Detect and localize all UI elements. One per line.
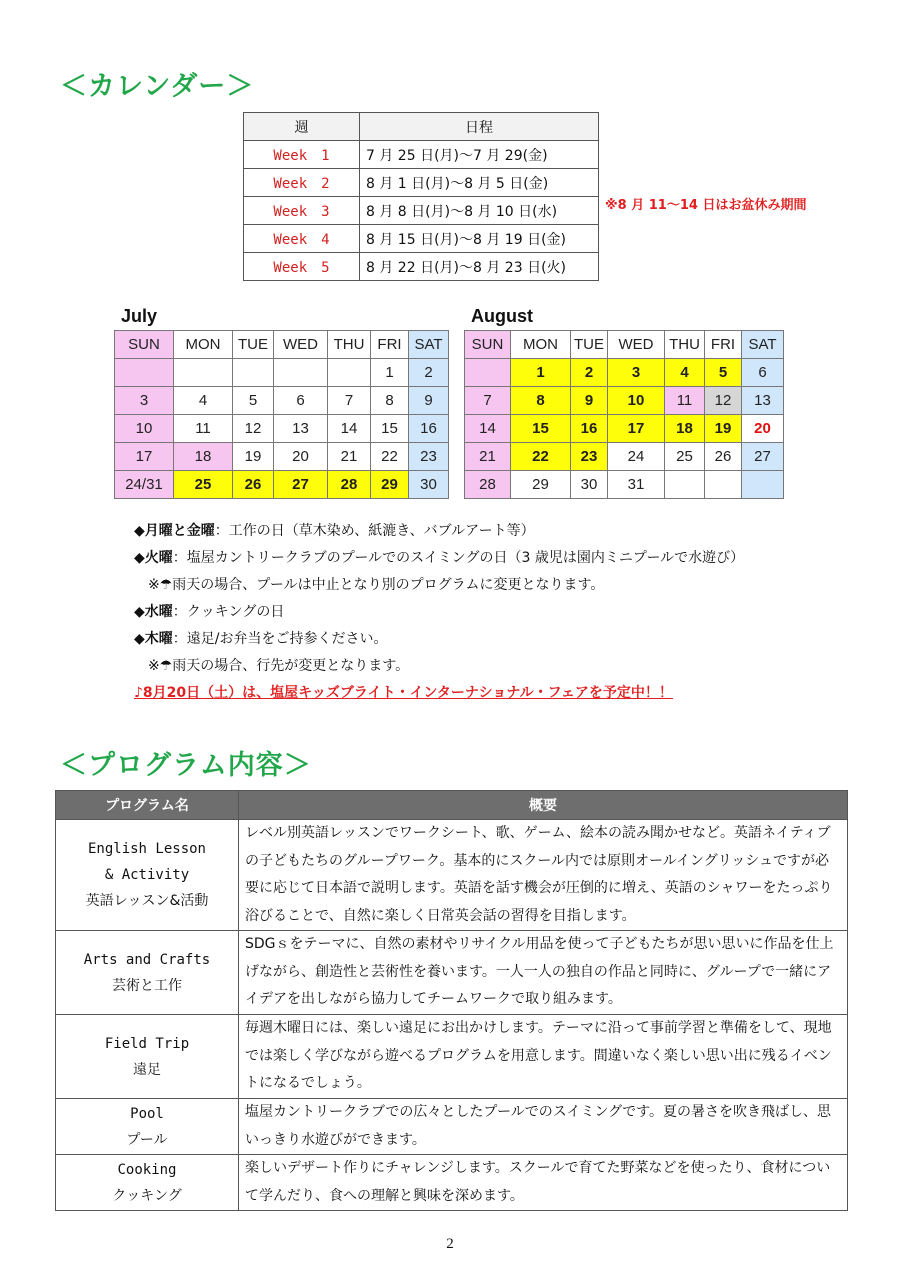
july-calendar xyxy=(114,330,449,499)
weekday-header: TUE xyxy=(571,331,608,359)
calendar-day: 9 xyxy=(409,387,449,415)
calendar-day: 6 xyxy=(274,387,328,415)
calendar-day: 18 xyxy=(665,415,705,443)
calendar-day: 19 xyxy=(233,443,274,471)
calendar-day: 29 xyxy=(511,471,571,499)
august-title: August xyxy=(471,306,533,326)
calendar-day xyxy=(742,471,784,499)
program-header-desc: 概要 xyxy=(239,791,848,820)
program-name: English Lesson & Activity 英語レッスン&活動 xyxy=(56,820,239,931)
program-description: SDGｓをテーマに、自然の素材やリサイクル用品を使って子どもたちが思い思いに作品を仕上げながら、創造性と芸術性を養います。一人一人の独自の作品と同時に、グループで一緒にアイデアを出しながら協力してチームワークで取り組みます。 xyxy=(239,931,848,1015)
weekday-header: MON xyxy=(174,331,233,359)
calendar-day: 12 xyxy=(233,415,274,443)
program-row xyxy=(56,931,848,1015)
schedule-row xyxy=(244,253,599,281)
calendar-day: 26 xyxy=(233,471,274,499)
calendar-day: 13 xyxy=(742,387,784,415)
calendar-day: 29 xyxy=(371,471,409,499)
calendar-day: 20 xyxy=(274,443,328,471)
calendar-day: 12 xyxy=(705,387,742,415)
program-row xyxy=(56,820,848,931)
weekday-header: THU xyxy=(665,331,705,359)
calendar-day: 4 xyxy=(665,359,705,387)
calendar-day: 13 xyxy=(274,415,328,443)
calendar-day: 17 xyxy=(608,415,665,443)
week-label: Week 5 xyxy=(244,253,360,281)
calendar-day: 25 xyxy=(174,471,233,499)
program-row xyxy=(56,1015,848,1099)
weekday-header: WED xyxy=(274,331,328,359)
program-row xyxy=(56,1155,848,1211)
schedule-row xyxy=(244,169,599,197)
weekday-header: MON xyxy=(511,331,571,359)
legend-mon-fri: ◆月曜と金曜：工作の日（草木染め、紙漉き、バブルアート等） xyxy=(134,523,535,539)
schedule-table xyxy=(243,112,599,281)
weekday-header: FRI xyxy=(705,331,742,359)
calendar-day: 27 xyxy=(742,443,784,471)
program-heading: ＜プログラム内容＞ xyxy=(60,750,312,781)
calendar-day: 4 xyxy=(174,387,233,415)
calendar-day xyxy=(174,359,233,387)
legend-thu-note: ※☂雨天の場合、行先が変更となります。 xyxy=(148,658,410,674)
weekday-header: FRI xyxy=(371,331,409,359)
weekday-header: WED xyxy=(608,331,665,359)
schedule-header-week: 週 xyxy=(244,113,360,141)
weekday-header: SUN xyxy=(115,331,174,359)
event-announcement: ♪8月20日（土）は、塩屋キッズブライト・インターナショナル・フェアを予定中！！ xyxy=(134,685,673,701)
calendar-day: 25 xyxy=(665,443,705,471)
calendar-day: 8 xyxy=(511,387,571,415)
week-label: Week 2 xyxy=(244,169,360,197)
calendar-day: 7 xyxy=(465,387,511,415)
program-name: Arts and Crafts 芸術と工作 xyxy=(56,931,239,1015)
calendar-day: 7 xyxy=(328,387,371,415)
calendar-day xyxy=(328,359,371,387)
calendar-heading: ＜カレンダー＞ xyxy=(60,71,255,102)
weekday-header: TUE xyxy=(233,331,274,359)
program-table xyxy=(55,790,848,1211)
program-header-name: プログラム名 xyxy=(56,791,239,820)
calendar-day: 23 xyxy=(571,443,608,471)
calendar-day: 30 xyxy=(409,471,449,499)
calendar-day: 16 xyxy=(409,415,449,443)
calendar-day: 9 xyxy=(571,387,608,415)
calendar-day: 2 xyxy=(409,359,449,387)
calendar-day: 17 xyxy=(115,443,174,471)
calendar-day: 8 xyxy=(371,387,409,415)
calendar-day: 27 xyxy=(274,471,328,499)
calendar-day: 20 xyxy=(742,415,784,443)
weekday-header: SUN xyxy=(465,331,511,359)
calendar-day xyxy=(705,471,742,499)
calendar-day: 10 xyxy=(608,387,665,415)
program-name: Cooking クッキング xyxy=(56,1155,239,1211)
calendar-day: 11 xyxy=(174,415,233,443)
week-label: Week 3 xyxy=(244,197,360,225)
calendar-day xyxy=(665,471,705,499)
calendar-day: 2 xyxy=(571,359,608,387)
program-name: Pool プール xyxy=(56,1099,239,1155)
program-description: 毎週木曜日には、楽しい遠足にお出かけします。テーマに沿って事前学習と準備をして、現地では楽しく学びながら遊べるプログラムを用意します。間違いなく楽しい思い出に残るイベントになるでしょう。 xyxy=(239,1015,848,1099)
week-label: Week 1 xyxy=(244,141,360,169)
program-description: 塩屋カントリークラブでの広々としたプールでのスイミングです。夏の暑さを吹き飛ばし、思いっきり水遊びができます。 xyxy=(239,1099,848,1155)
calendar-day: 6 xyxy=(742,359,784,387)
calendar-day: 14 xyxy=(465,415,511,443)
program-row xyxy=(56,1099,848,1155)
calendar-day: 21 xyxy=(465,443,511,471)
holiday-note: ※8 月 11～14 日はお盆休み期間 xyxy=(605,198,807,213)
schedule-row xyxy=(244,225,599,253)
calendar-day: 3 xyxy=(608,359,665,387)
weekday-header: SAT xyxy=(742,331,784,359)
calendar-day: 23 xyxy=(409,443,449,471)
calendar-day: 26 xyxy=(705,443,742,471)
calendar-day: 24 xyxy=(608,443,665,471)
calendar-day: 10 xyxy=(115,415,174,443)
schedule-row xyxy=(244,197,599,225)
page-number: 2 xyxy=(446,1236,454,1252)
legend-thu: ◆木曜：遠足/お弁当をご持参ください。 xyxy=(134,631,388,647)
calendar-day: 28 xyxy=(328,471,371,499)
calendar-day: 1 xyxy=(511,359,571,387)
calendar-day: 31 xyxy=(608,471,665,499)
weekday-header: THU xyxy=(328,331,371,359)
program-name: Field Trip 遠足 xyxy=(56,1015,239,1099)
august-calendar xyxy=(464,330,784,499)
calendar-day: 22 xyxy=(511,443,571,471)
week-dates: 8 月 22 日(月)～8 月 23 日(火) xyxy=(360,253,599,281)
weekday-header: SAT xyxy=(409,331,449,359)
calendar-day: 11 xyxy=(665,387,705,415)
calendar-day xyxy=(115,359,174,387)
week-dates: 8 月 8 日(月)～8 月 10 日(水) xyxy=(360,197,599,225)
week-dates: 8 月 1 日(月)～8 月 5 日(金) xyxy=(360,169,599,197)
calendar-day: 19 xyxy=(705,415,742,443)
calendar-day: 14 xyxy=(328,415,371,443)
calendar-day xyxy=(233,359,274,387)
calendar-day: 5 xyxy=(233,387,274,415)
program-description: 楽しいデザート作りにチャレンジします。スクールで育てた野菜などを使ったり、食材について学んだり、食への理解と興味を深めます。 xyxy=(239,1155,848,1211)
legend-tue-note: ※☂雨天の場合、プールは中止となり別のプログラムに変更となります。 xyxy=(148,577,605,593)
calendar-day: 22 xyxy=(371,443,409,471)
calendar-day: 28 xyxy=(465,471,511,499)
legend-wed: ◆水曜：クッキングの日 xyxy=(134,604,285,620)
calendar-day: 18 xyxy=(174,443,233,471)
calendar-day: 15 xyxy=(371,415,409,443)
week-label: Week 4 xyxy=(244,225,360,253)
calendar-day: 15 xyxy=(511,415,571,443)
program-description: レベル別英語レッスンでワークシート、歌、ゲーム、絵本の読み聞かせなど。英語ネイティブの子どもたちのグループワーク。基本的にスクール内では原則オールイングリッシュですが必要に応じて日本語で説明します。英語を話す機会が圧倒的に増え、英語のシャワーをたっぷり浴びることで、自然に楽しく日常英会話の習得を目指します。 xyxy=(239,820,848,931)
calendar-day xyxy=(465,359,511,387)
calendar-day: 3 xyxy=(115,387,174,415)
calendar-day: 24/31 xyxy=(115,471,174,499)
calendar-day: 21 xyxy=(328,443,371,471)
calendar-day: 1 xyxy=(371,359,409,387)
legend-tue: ◆火曜：塩屋カントリークラブのプールでのスイミングの日（3 歳児は園内ミニプールで水遊び） xyxy=(134,550,745,566)
calendar-day: 30 xyxy=(571,471,608,499)
schedule-header-dates: 日程 xyxy=(360,113,599,141)
legend xyxy=(134,518,744,707)
july-title: July xyxy=(121,306,158,326)
calendar-day: 5 xyxy=(705,359,742,387)
schedule-row xyxy=(244,141,599,169)
week-dates: 8 月 15 日(月)～8 月 19 日(金) xyxy=(360,225,599,253)
week-dates: 7 月 25 日(月)～7 月 29(金) xyxy=(360,141,599,169)
calendar-day: 16 xyxy=(571,415,608,443)
calendar-day xyxy=(274,359,328,387)
